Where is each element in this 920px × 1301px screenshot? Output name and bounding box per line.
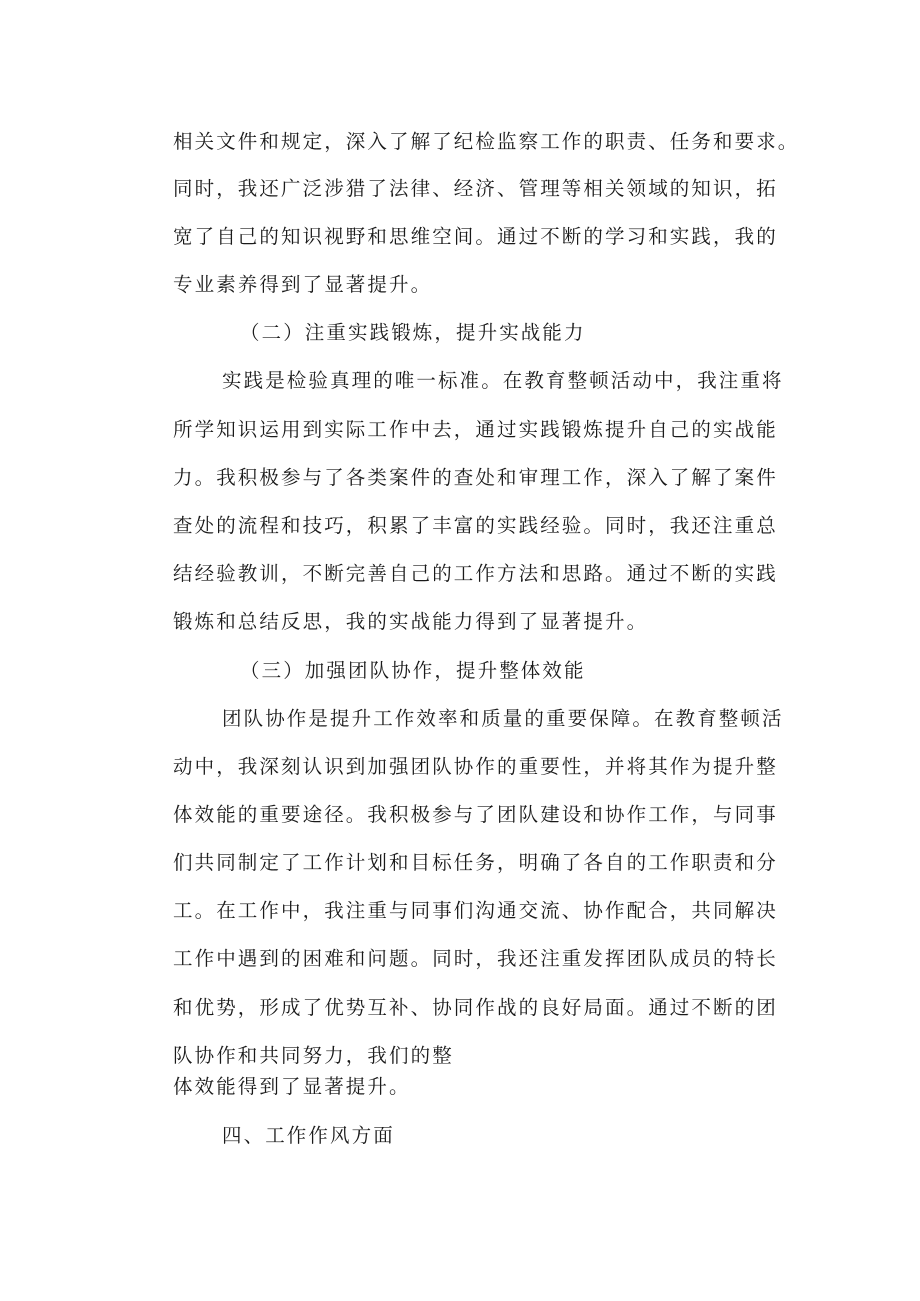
para1-line-1: 相关文件和规定，深入了解了纪检监察工作的职责、任务和要求。 — [173, 130, 800, 153]
para3-line-7: 和优势，形成了优势互补、协同作战的良好局面。通过不断的团 — [173, 996, 778, 1019]
para1-line-3: 宽了自己的知识视野和思维空间。通过不断的学习和实践，我的 — [173, 225, 778, 248]
para3-line-2: 动中，我深刻认识到加强团队协作的重要性，并将其作为提升整 — [173, 755, 778, 778]
para3-line-1: 团队协作是提升工作效率和质量的重要保障。在教育整顿活 — [222, 707, 784, 730]
heading-section-2: （二）注重实践锻炼，提升实战能力 — [240, 321, 586, 344]
heading-section-3: （三）加强团队协作，提升整体效能 — [240, 659, 586, 682]
para1-line-2: 同时，我还广泛涉猎了法律、经济、管理等相关领域的知识，拓 — [173, 177, 778, 200]
para3-line-4: 们共同制定了工作计划和目标任务，明确了各自的工作职责和分 — [173, 851, 778, 874]
para1-line-4: 专业素养得到了显著提升。 — [173, 273, 433, 296]
section-4-heading: 四、工作作风方面 — [222, 1124, 395, 1147]
para3-line-6: 工作中遇到的困难和问题。同时，我还注重发挥团队成员的特长 — [173, 947, 778, 970]
para3-line-8: 队协作和共同努力，我们的整 — [173, 1044, 454, 1067]
para2-line-3: 力。我积极参与了各类案件的查处和审理工作，深入了解了案件 — [173, 466, 778, 489]
para2-line-2: 所学知识运用到实际工作中去，通过实践锻炼提升自己的实战能 — [173, 418, 778, 441]
para2-line-5: 结经验教训，不断完善自己的工作方法和思路。通过不断的实践 — [173, 562, 778, 585]
para3-line-3: 体效能的重要途径。我积极参与了团队建设和协作工作，与同事 — [173, 803, 778, 826]
para2-line-4: 查处的流程和技巧，积累了丰富的实践经验。同时，我还注重总 — [173, 514, 778, 537]
para3-line-9: 体效能得到了显著提升。 — [173, 1075, 411, 1098]
para2-line-6: 锻炼和总结反思，我的实战能力得到了显著提升。 — [173, 610, 649, 633]
para2-line-1: 实践是检验真理的唯一标准。在教育整顿活动中，我注重将 — [222, 369, 784, 392]
para3-line-5: 工。在工作中，我注重与同事们沟通交流、协作配合，共同解决 — [173, 899, 778, 922]
